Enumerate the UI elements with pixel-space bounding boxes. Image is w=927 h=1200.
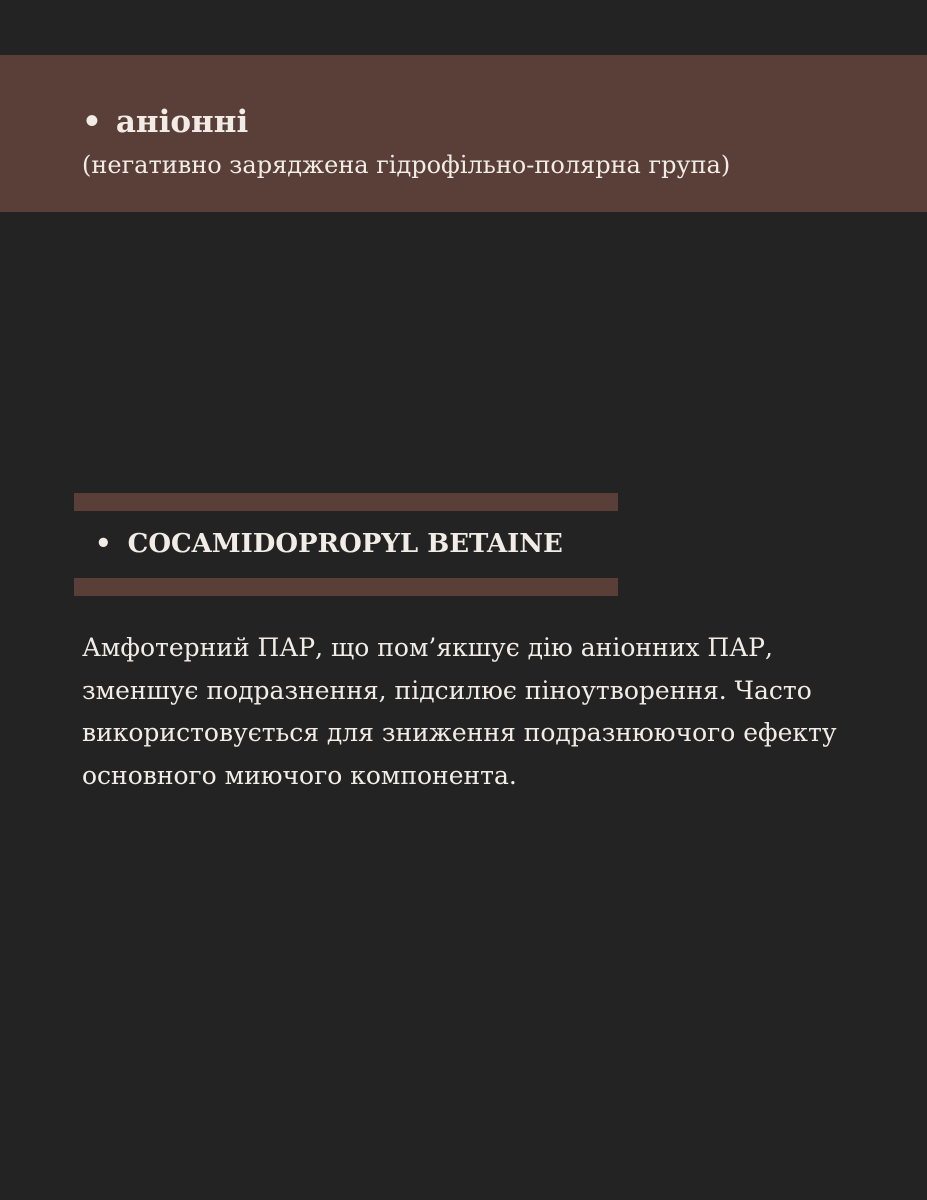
bullet-marker: • [82,104,102,140]
anionic-title: аніонні [115,104,249,140]
bullet-marker: • [95,529,112,559]
ingredient-top-rule [74,493,618,511]
ingredient-name: COCAMIDOPROPYL BETAINE [127,529,563,559]
anionic-heading [82,102,248,142]
anionic-subtitle: (негативно заряджена гідрофільно-полярна група) [82,151,731,179]
ingredient-description: Амфотерний ПАР, що пом’якшує дію аніонних ПАР, зменшує подразнення, підсилює піноутворення. Часто використовується для зниження подразнюючого ефекту основного миючого компонента. [82,633,837,790]
ingredient-bottom-rule [74,578,618,596]
ingredient-heading [95,525,563,563]
